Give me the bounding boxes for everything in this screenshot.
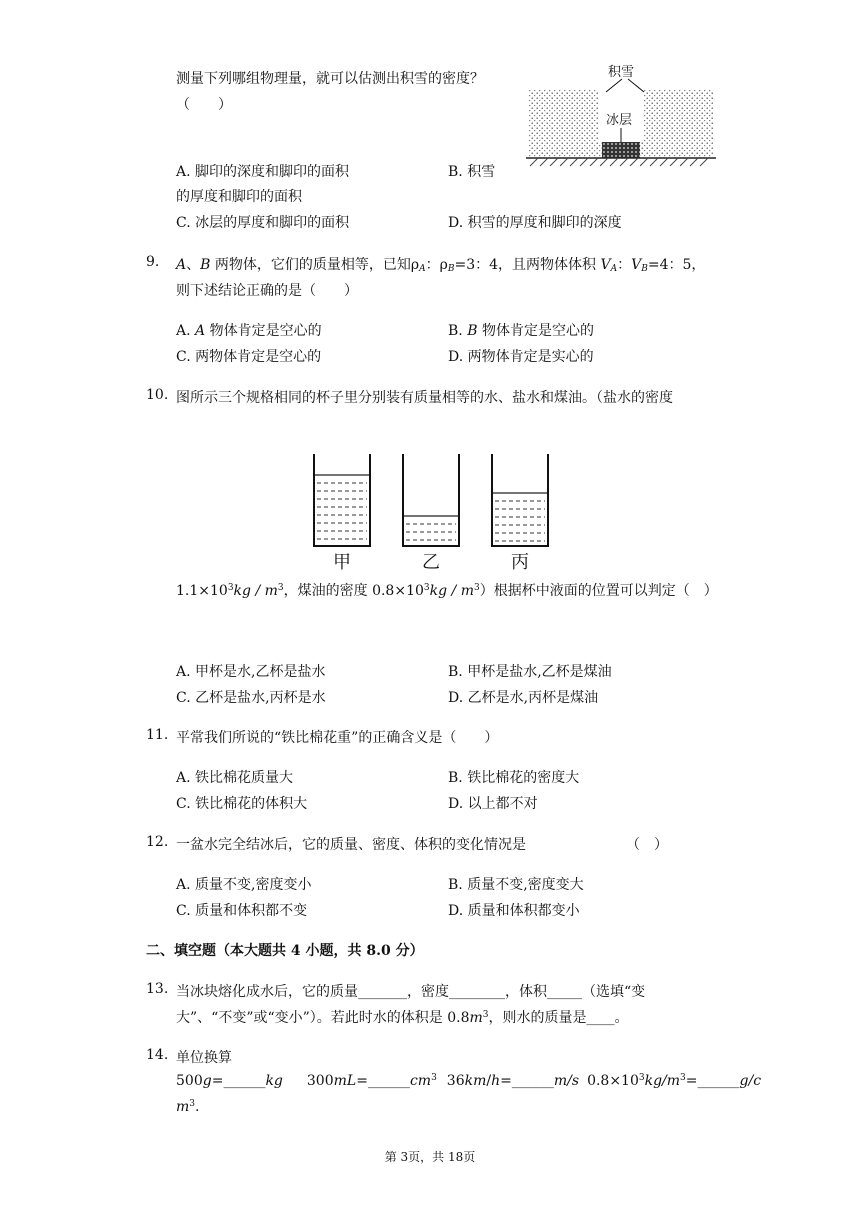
q13-blank-volume[interactable]: _____ — [547, 984, 582, 1000]
q8-option-c: C. 冰层的厚度和脚印的面积 — [176, 215, 350, 231]
q14-blank-1[interactable]: ______ — [223, 1073, 266, 1089]
cup-3 — [492, 454, 548, 572]
q9-option-c: C. 两物体肯定是空心的 — [176, 349, 322, 365]
q12-option-b: B. 质量不变,密度变大 — [448, 877, 584, 893]
q12-paren: （ ） — [626, 837, 668, 853]
q9-stem-line1: A、B 两物体，它们的质量相等，已知$\rho_A$：$\rho_B=3$：4，且两物体体积 $V_A$：$V_B=4$：5， — [176, 257, 706, 274]
q9-option-d: D. 两物体肯定是实心的 — [448, 349, 594, 365]
q10-stem-line2: $1.1\times 10^3kg / m^3$，煤油的密度 $0.8\times 10^3kg / m^3$）根据杯中液面的位置可以判定（ ） — [176, 583, 718, 599]
cup-2 — [403, 454, 459, 572]
cup-label: 甲 — [333, 552, 351, 572]
q13-line1: 当冰块熔化成水后，它的质量_______，密度________，体积_____（选填“变 — [176, 984, 646, 1000]
q14-blank-3[interactable]: ______ — [511, 1073, 554, 1089]
page-footer: 第 3页，共 18页 — [384, 1150, 476, 1164]
q12-option-d: D. 质量和体积都变小 — [448, 903, 580, 919]
q14-blank-4[interactable]: ______ — [697, 1073, 740, 1089]
q14-number: 14. — [146, 1047, 169, 1063]
q10-option-c: C. 乙杯是盐水,丙杯是水 — [176, 690, 326, 706]
q10-option-b: B. 甲杯是盐水,乙杯是煤油 — [448, 664, 612, 680]
q8-option-d: D. 积雪的厚度和脚印的深度 — [448, 215, 622, 231]
cup-1 — [314, 454, 370, 572]
q9-stem-line2: 则下述结论正确的是（ ） — [176, 283, 358, 299]
q9-option-a: A. A 物体肯定是空心的 — [176, 323, 322, 339]
q14-title: 单位换算 — [176, 1050, 232, 1066]
q9-option-b: B. B 物体肯定是空心的 — [448, 323, 594, 339]
ice-layer-block — [602, 142, 640, 158]
q13-blank-mass[interactable]: _______ — [358, 984, 407, 1000]
q10-number: 10. — [146, 387, 169, 403]
q10-option-d: D. 乙杯是水,丙杯是煤油 — [448, 690, 599, 706]
q11-option-b: B. 铁比棉花的密度大 — [448, 770, 580, 786]
q11-stem: 平常我们所说的“铁比棉花重”的正确含义是（ ） — [176, 730, 499, 746]
q14-conversions-cont: $m^3$. — [176, 1099, 200, 1115]
cup-outline — [314, 454, 370, 546]
q13-blank-density[interactable]: ________ — [449, 984, 505, 1000]
q13-blank-water-mass[interactable]: ____ — [586, 1010, 615, 1026]
q12-option-a: A. 质量不变,密度变小 — [176, 877, 312, 893]
q12-option-c: C. 质量和体积都不变 — [176, 903, 308, 919]
q14-conversions: 500g=______kg $300mL=\_\_\_\_\_\_cm^3$ 36km/h=______m/s $0.8\times 10^3kg/m^3=\_\_\_\_\_\_g/c$ — [176, 1073, 762, 1089]
q11-option-a: A. 铁比棉花质量大 — [176, 770, 294, 786]
q10-option-a: A. 甲杯是水,乙杯是盐水 — [176, 664, 326, 680]
q12-stem: 一盆水完全结冰后，它的质量、密度、体积的变化情况是 — [176, 837, 526, 853]
section-heading: 二、填空题（本大题共 4 小题，共 8.0 分） — [146, 943, 424, 959]
cup-label: 乙 — [422, 552, 440, 572]
ice-label: 冰层 — [606, 113, 633, 128]
q9-number: 9. — [146, 254, 160, 270]
snow-label: 积雪 — [608, 65, 635, 80]
cup-label: 丙 — [511, 552, 529, 572]
q8-option-a: A. 脚印的深度和脚印的面积 — [176, 164, 350, 180]
q11-option-c: C. 铁比棉花的体积大 — [176, 796, 308, 812]
q13-number: 13. — [146, 981, 169, 997]
cup-outline — [492, 454, 548, 546]
snow-footprint-figure — [526, 62, 716, 174]
q11-option-d: D. 以上都不对 — [448, 796, 538, 812]
q10-stem-line1: 图所示三个规格相同的杯子里分别装有质量相等的水、盐水和煤油。（盐水的密度 — [176, 390, 673, 406]
q8-stem-line2: （ ） — [176, 97, 232, 113]
q12-number: 12. — [146, 834, 169, 850]
three-cups-figure — [306, 450, 558, 572]
q13-line2: 大”、“不变”或“变小”）。若此时水的体积是 $0.8m^3$，则水的质量是____。 — [176, 1010, 629, 1026]
q8-option-b: B. 积雪 — [448, 164, 496, 180]
q8-option-b-cont: 的厚度和脚印的面积 — [176, 189, 302, 205]
q11-number: 11. — [146, 727, 169, 743]
q8-stem-line1: 测量下列哪组物理量，就可以估测出积雪的密度？ — [176, 71, 484, 87]
q14-blank-2[interactable]: ______ — [367, 1073, 410, 1089]
